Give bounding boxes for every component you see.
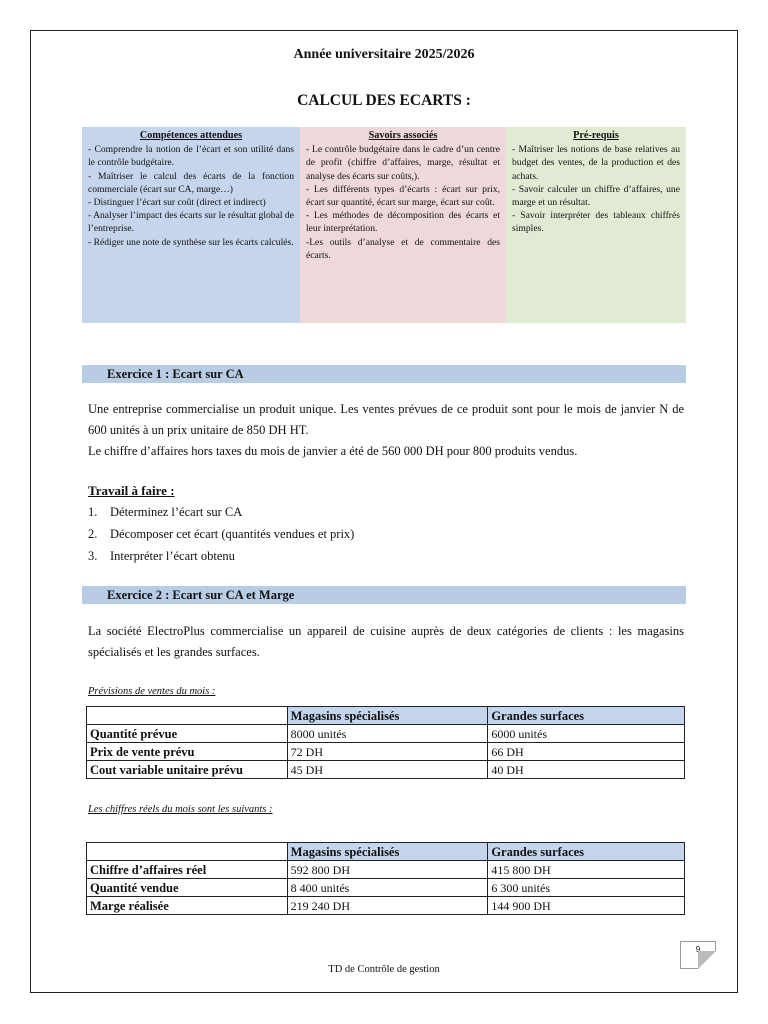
academic-year: Année universitaire 2025/2026 [293, 47, 475, 62]
table-header-row [87, 843, 685, 861]
task-text: Déterminez l’écart sur CA [110, 505, 243, 519]
exercise2-text [88, 621, 684, 663]
prerequis-line: - Maîtriser les notions de base relatives au budget des ventes, de la production et des achats. [512, 144, 680, 182]
competence-line: - Comprendre la notion de l’écart et son utilité dans le contrôle budgétaire. [88, 144, 294, 169]
competence-line: - Rédiger une note de synthèse sur les écarts calculés. [88, 236, 294, 248]
competence-line: - Distinguer l’écart sur coût (direct et indirect) [88, 197, 266, 209]
savoir-line: -Les outils d’analyse et de commentaire des écarts. [306, 236, 500, 261]
table-row [87, 761, 685, 779]
task-text: Décomposer cet écart (quantités vendues et prix) [110, 527, 355, 541]
table-header-cell [87, 843, 288, 861]
table-header-cell: Magasins spécialisés [287, 843, 488, 861]
exercise1-paragraph: Le chiffre d’affaires hors taxes du mois de janvier a été de 560 000 DH pour 800 produits vendus. [88, 444, 578, 458]
table-cell: 415 800 DH [488, 861, 685, 879]
task-number: 1. [88, 505, 98, 519]
table2-caption: Les chiffres réels du mois sont les suivants : [88, 804, 273, 815]
prerequis-title: Pré-requis [573, 130, 619, 141]
table-cell: 45 DH [287, 761, 488, 779]
table-cell: 6 300 unités [488, 879, 685, 897]
competence-line: - Maîtriser le calcul des écarts de la fonction commerciale (écart sur CA, marge…) [88, 170, 294, 195]
table-row-label: Quantité vendue [87, 879, 288, 897]
actuals-table [86, 842, 685, 915]
task-number: 3. [88, 549, 98, 563]
table-row [87, 725, 685, 743]
competences-table [82, 127, 686, 323]
page-number: 9 [695, 945, 701, 954]
table-cell: 8000 unités [287, 725, 488, 743]
task-text: Interpréter l’écart obtenu [110, 549, 235, 563]
exercise1-text [88, 399, 684, 462]
savoirs-title: Savoirs associés [368, 130, 438, 141]
table-row [87, 897, 685, 915]
exercise2-heading: Exercice 2 : Ecart sur CA et Marge [82, 586, 686, 604]
table-row [87, 879, 685, 897]
table-header-cell: Magasins spécialisés [287, 707, 488, 725]
savoir-line: - Les différents types d’écarts : écart sur prix, écart sur quantité, écart sur marge, écart sur coût. [306, 183, 500, 209]
table-cell: 592 800 DH [287, 861, 488, 879]
table-row-label: Chiffre d’affaires réel [87, 861, 288, 879]
task-item [88, 523, 354, 545]
savoir-line: - Le contrôle budgétaire dans le cadre d’un centre de profit (chiffre d’affaires, marge, résultat et analyse des écarts sur coûts,). [306, 144, 500, 182]
competences-title: Compétences attendues [139, 130, 243, 141]
forecast-table [86, 706, 685, 779]
task-number: 2. [88, 527, 98, 541]
table-cell: 219 240 DH [287, 897, 488, 915]
competence-line: - Analyser l’impact des écarts sur le résultat global de l’entreprise. [88, 210, 294, 235]
task-item [88, 545, 354, 567]
table-cell: 6000 unités [488, 725, 685, 743]
table-cell: 8 400 unités [287, 879, 488, 897]
table-row-label: Cout variable unitaire prévu [87, 761, 288, 779]
exercise2-paragraph: La société ElectroPlus commercialise un appareil de cuisine auprès de deux catégories de clients : les magasins spécialisés et les grandes surfaces. [88, 624, 684, 659]
prerequis-line: - Savoir interpréter des tableaux chiffrés simples. [512, 210, 680, 235]
work-title: Travail à faire : [88, 483, 175, 498]
table-row [87, 861, 685, 879]
competences-column [82, 127, 300, 323]
table-row-label: Marge réalisée [87, 897, 288, 915]
table-cell: 72 DH [287, 743, 488, 761]
table-header-row [87, 707, 685, 725]
table-cell: 66 DH [488, 743, 685, 761]
exercise1-heading: Exercice 1 : Ecart sur CA [82, 365, 686, 383]
table-row-label: Prix de vente prévu [87, 743, 288, 761]
table1-caption: Prévisions de ventes du mois : [88, 686, 216, 697]
savoir-line: - Les méthodes de décomposition des écarts et leur interprétation. [306, 210, 500, 235]
table-header-cell: Grandes surfaces [488, 843, 685, 861]
savoirs-column [300, 127, 506, 323]
footer-text: TD de Contrôle de gestion [328, 964, 440, 975]
table-cell: 144 900 DH [488, 897, 685, 915]
page-title: CALCUL DES ECARTS : [297, 92, 471, 109]
task-item [88, 501, 354, 523]
exercise1-paragraph: Une entreprise commercialise un produit unique. Les ventes prévues de ce produit sont pour le mois de janvier N de 600 unités à un prix unitaire de 850 DH HT. [88, 402, 684, 437]
table-row [87, 743, 685, 761]
table-header-cell [87, 707, 288, 725]
task-list [88, 501, 354, 567]
prerequis-column [506, 127, 686, 323]
table-row-label: Quantité prévue [87, 725, 288, 743]
prerequis-line: - Savoir calculer un chiffre d’affaires, une marge et un résultat. [512, 183, 680, 209]
table-header-cell: Grandes surfaces [488, 707, 685, 725]
table-cell: 40 DH [488, 761, 685, 779]
